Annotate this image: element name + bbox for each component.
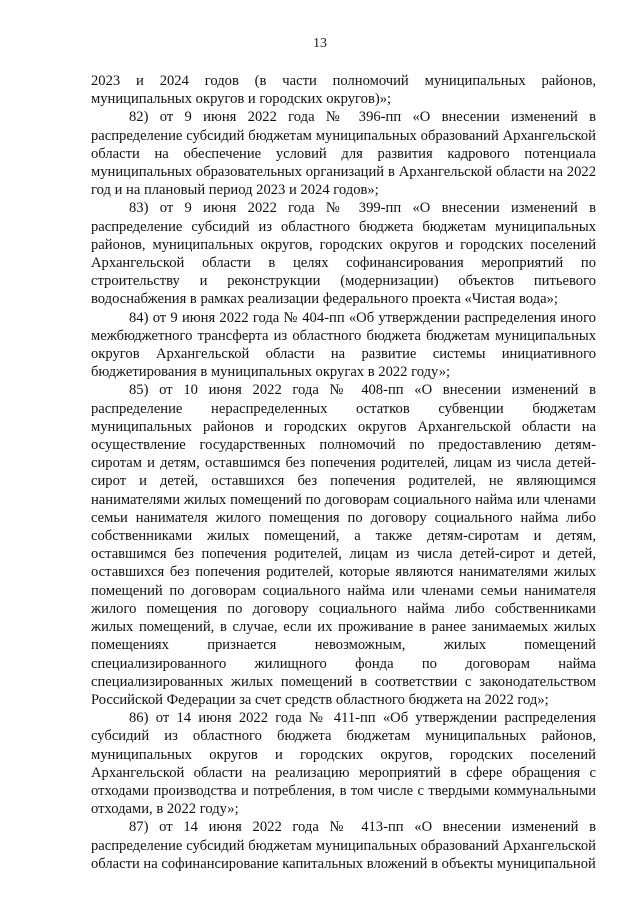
list-item-82: 82) от 9 июня 2022 года № 396-пп «О внесении изменений в распределение субсидий бюджетам муниципальных образований Архангельской области на обеспечение условий для развития кадрового потенциала муниципальных образовательных организаций в Архангельской области на 2022 год и на плановый период 2023 и 2024 годов»;: [91, 109, 596, 199]
list-item-84: 84) от 9 июня 2022 года № 404-пп «Об утверждении распределения иного межбюджетного трансферта из областного бюджета бюджетам муниципальных округов Архангельской области на развитие системы инициативного бюджетирования в муниципальных округах в 2022 году»;: [91, 309, 596, 381]
paragraph-continuation: 2023 и 2024 годов (в части полномочий муниципальных районов, муниципальных округов и городских округов)»;: [91, 73, 596, 108]
list-item-85: 85) от 10 июня 2022 года № 408-пп «О внесении изменений в распределение нераспределенных остатков субвенции бюджетам муниципальных районов и городских округов Архангельской области на осуществление государственных полномочий по предоставлению детям-сиротам и детям, оставшимся без попечения родителей, лицам из числа детей-сирот и детей, оставшихся без попечения родителей, не являющимся нанимателями жилых помещений по договорам социального найма или членами семьи нанимателя жилого помещения по договору социального найма либо собственниками жилых помещений, а также детям-сиротам и детям, оставшимся без попечения родителей, лицам из числа детей-сирот и детей, оставшихся без попечения родителей, которые являются нанимателями жилых помещений по договорам социального найма или членами семьи нанимателя жилого помещения по договору социального найма либо собственниками жилых помещений, в случае, если их проживание в ранее занимаемых жилых помещениях признается невозможным, жилых помещений специализированного жилищного фонда по договорам найма специализированных жилых помещений в соответствии с законодательством Российской Федерации за счет средств областного бюджета на 2022 год»;: [91, 382, 596, 708]
page-number: 13: [313, 36, 327, 51]
document-body: [91, 72, 596, 873]
list-item-86: 86) от 14 июня 2022 года № 411-пп «Об утверждении распределения субсидий из областного бюджета бюджетам муниципальных районов, муниципальных округов и городских округов, городских поселений Архангельской области на реализацию мероприятий в сфере обращения с отходами производства и потребления, в том числе с твердыми коммунальными отходами, в 2022 году»;: [91, 710, 596, 818]
list-item-87: 87) от 14 июня 2022 года № 413-пп «О внесении изменений в распределение субсидий бюджетам муниципальных образований Архангельской области на софинансирование капитальных вложений в объекты муниципальной: [91, 819, 596, 872]
list-item-83: 83) от 9 июня 2022 года № 399-пп «О внесении изменений в распределение субсидий из областного бюджета бюджетам муниципальных районов, муниципальных округов, городских округов и городских поселений Архангельской области в целях софинансирования мероприятий по строительству и реконструкции (модернизации) объектов питьевого водоснабжения в рамках реализации федерального проекта «Чистая вода»;: [91, 200, 596, 308]
